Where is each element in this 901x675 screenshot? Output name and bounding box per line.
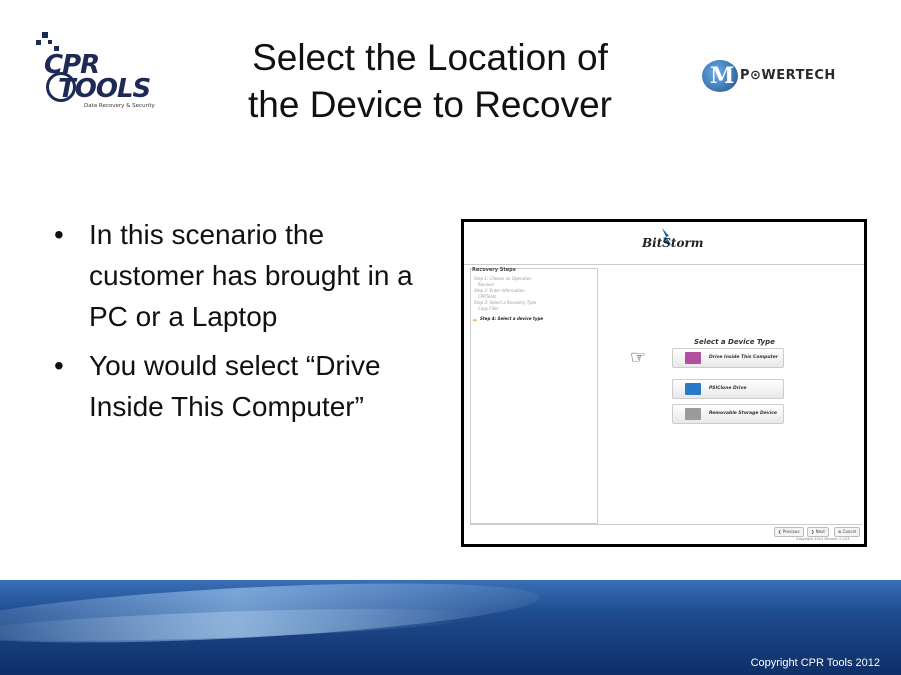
bullet-text: You would select “Drive Inside This Computer” xyxy=(89,350,381,422)
bullet-dot: • xyxy=(54,219,64,250)
next-button[interactable]: ❯ Next xyxy=(807,527,829,537)
steps-title: Recovery Steps xyxy=(472,267,516,273)
step-item: CPRTools xyxy=(478,294,497,299)
powertech-mark xyxy=(702,60,738,92)
logo-tagline: Data Recovery & Security xyxy=(84,103,155,109)
psiclone-drive-button[interactable] xyxy=(672,379,784,399)
title-line-2: the Device to Recover xyxy=(247,84,612,125)
device-label: PSIClone Drive xyxy=(709,386,747,391)
footer-divider xyxy=(470,524,862,525)
bitstorm-logo: BitStorm xyxy=(642,236,704,250)
usb-icon xyxy=(685,408,701,420)
cpr-tools-logo xyxy=(36,30,160,114)
app-screenshot xyxy=(461,219,867,547)
step-item: Step 2: Enter Information xyxy=(474,288,525,293)
logo-pixel xyxy=(48,40,52,44)
bullet-item xyxy=(52,214,442,337)
pointing-hand-icon: ☞ xyxy=(630,347,647,368)
bullet-item xyxy=(52,345,442,427)
step-item: Step 1: Choose an Operation xyxy=(474,276,532,281)
computer-icon xyxy=(685,352,701,364)
step-item: Step 3: Select a Recovery Type xyxy=(474,300,537,305)
previous-button[interactable]: ❮ Previous xyxy=(774,527,804,537)
drive-icon xyxy=(685,383,701,395)
arrow-right-icon: ➜ xyxy=(472,317,478,324)
bullet-dot: • xyxy=(54,350,64,381)
step-item: Recover xyxy=(478,282,495,287)
drive-inside-computer-button[interactable] xyxy=(672,348,784,368)
logo-pixel xyxy=(36,40,41,45)
powertech-logo xyxy=(702,60,858,92)
device-type-title: Select a Device Type xyxy=(694,338,775,346)
removable-storage-button[interactable] xyxy=(672,404,784,424)
cancel-button[interactable]: ⊗ Cancel xyxy=(834,527,860,537)
step-item: Copy Files xyxy=(478,306,499,311)
logo-text-cpr: CPR xyxy=(44,50,100,80)
logo-pixel xyxy=(42,32,48,38)
app-header xyxy=(464,222,864,265)
slide-title xyxy=(180,34,680,128)
title-line-1: Select the Location of xyxy=(252,37,608,78)
device-label: Removable Storage Device xyxy=(709,411,777,416)
version-text: Copyright 2014 Version: 0.103 xyxy=(796,537,850,541)
bullet-list xyxy=(52,214,442,435)
bullet-text: In this scenario the customer has brought in a PC or a Laptop xyxy=(89,219,413,332)
powertech-mark-letter: M xyxy=(710,63,735,89)
device-label: Drive Inside This Computer xyxy=(709,355,778,360)
logo-text-tools: TOOLS xyxy=(58,74,151,104)
step-item-active: Step 4: Select a device type xyxy=(480,316,544,321)
powertech-text: P⊙WERTECH xyxy=(740,68,836,83)
copyright-text: Copyright CPR Tools 2012 xyxy=(750,657,880,669)
